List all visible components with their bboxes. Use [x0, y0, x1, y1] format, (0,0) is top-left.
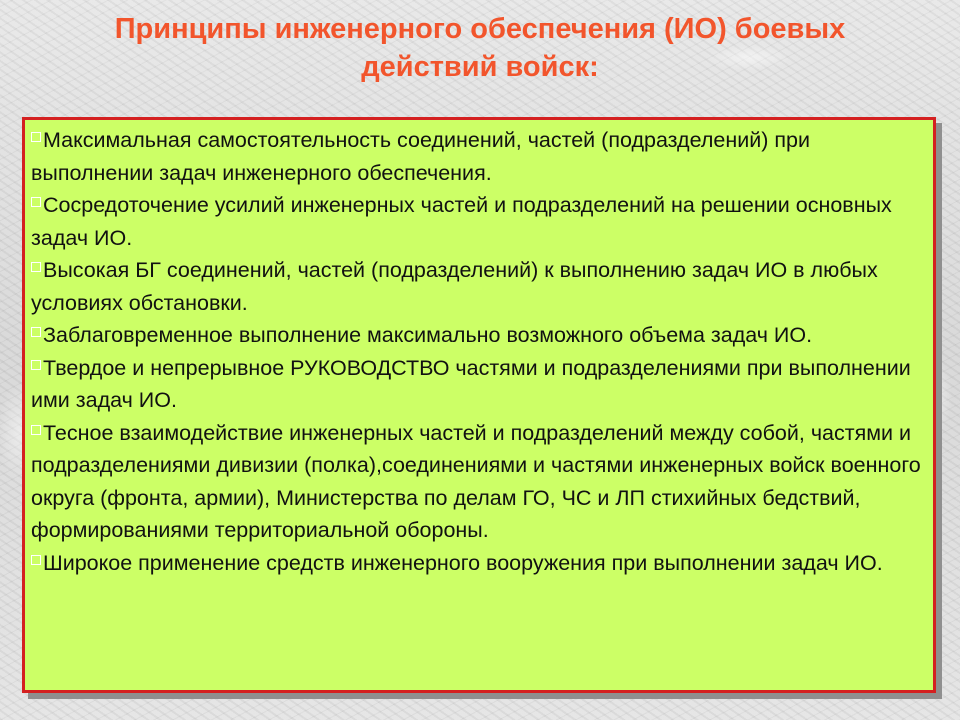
slide-title-line-1: Принципы инженерного обеспечения (ИО) боевых: [114, 13, 846, 45]
hollow-square-bullet-icon: [31, 197, 41, 207]
hollow-square-bullet-icon: [31, 555, 41, 565]
principle-text: Широкое применение средств инженерного вооружения при выполнении задач ИО.: [43, 550, 883, 575]
principle-item: [31, 189, 925, 254]
principle-item: [31, 352, 925, 417]
hollow-square-bullet-icon: [31, 425, 41, 435]
hollow-square-bullet-icon: [31, 132, 41, 142]
principles-list: [31, 124, 925, 579]
hollow-square-bullet-icon: [31, 327, 41, 337]
principles-panel: [22, 117, 936, 693]
principle-item: [31, 547, 925, 580]
principle-text: Сосредоточение усилий инженерных частей и подразделений на решении основных задач ИО.: [31, 193, 892, 250]
principle-text: Высокая БГ соединений, частей (подразделений) к выполнению задач ИО в любых условиях обстановки.: [31, 258, 878, 315]
hollow-square-bullet-icon: [31, 360, 41, 370]
principle-item: [31, 124, 925, 189]
principle-text: Тесное взаимодействие инженерных частей и подразделений между собой, частями и подразделениями дивизии (полка),соединениями и частями инженерных войск военного округа (фронта, армии), Министерства по делам ГО, ЧС и ЛП стихийных бедствий, формированиями территориальной обороны.: [31, 420, 921, 542]
principle-item: [31, 254, 925, 319]
principle-item: [31, 417, 925, 547]
principle-text: Заблаговременное выполнение максимально возможного объема задач ИО.: [43, 323, 813, 347]
hollow-square-bullet-icon: [31, 262, 41, 272]
principle-text: Максимальная самостоятельность соединений, частей (подразделений) при выполнении задач инженерного обеспечения.: [31, 128, 810, 185]
principle-item: [31, 319, 925, 352]
slide-title-line-2: действий войск:: [361, 51, 599, 83]
slide-title: [20, 10, 940, 86]
principle-text: Твердое и непрерывное РУКОВОДСТВО частями и подразделениями при выполнении ими задач ИО.: [31, 355, 911, 412]
